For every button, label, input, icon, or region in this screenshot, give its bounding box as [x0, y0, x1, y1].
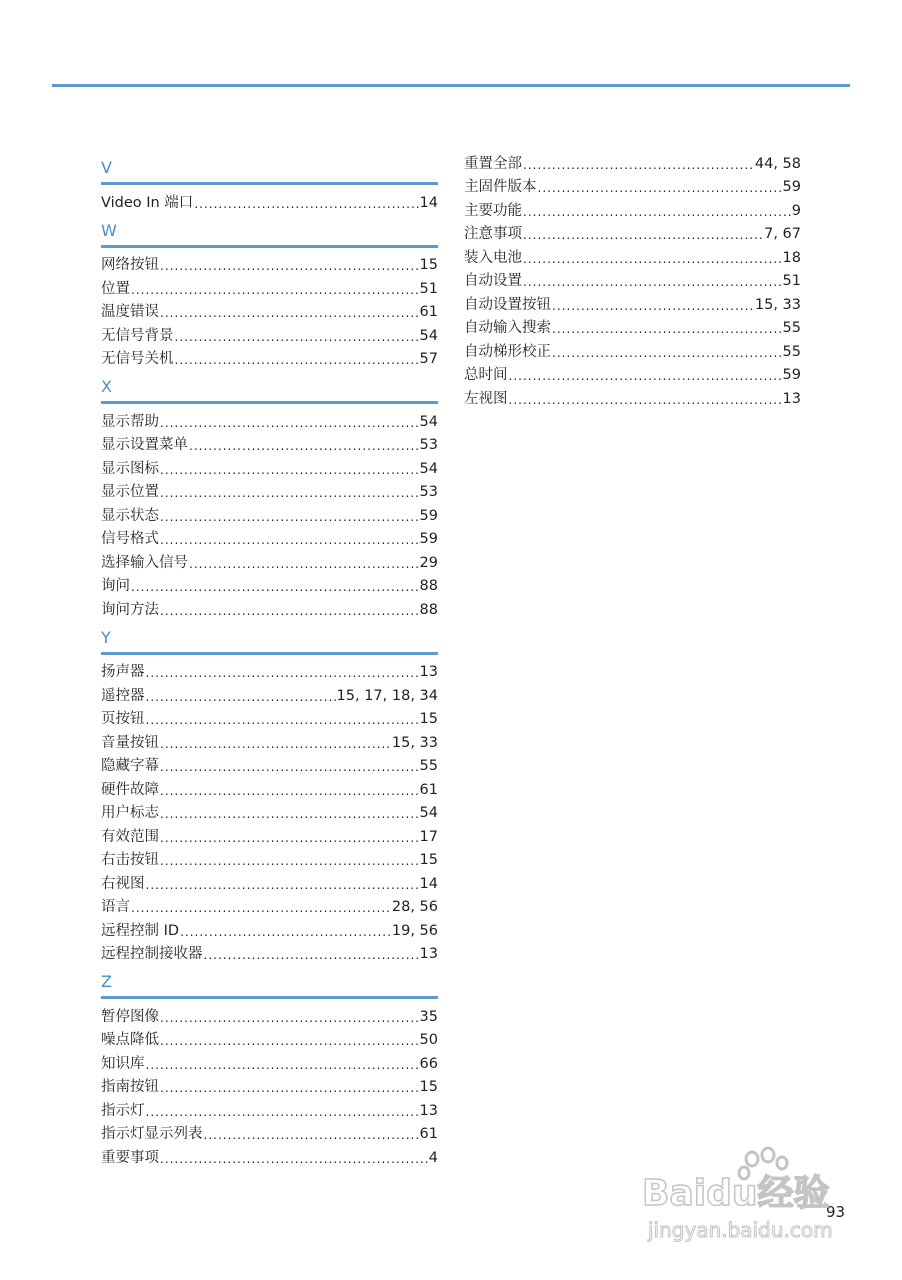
- index-page-ref: 51: [419, 280, 438, 297]
- index-entry: [101, 729, 438, 753]
- index-page-ref: 9: [791, 202, 801, 219]
- dot-leader: [523, 276, 782, 288]
- index-page-ref: 17: [419, 828, 438, 845]
- index-term: 重置全部: [464, 155, 522, 172]
- index-term: 知识库: [101, 1055, 145, 1072]
- index-term: 注意事项: [464, 226, 522, 242]
- dot-leader: [146, 1059, 419, 1071]
- index-entry: [464, 338, 801, 362]
- index-page-ref: 54: [419, 805, 438, 821]
- index-term: 右视图: [101, 875, 145, 892]
- dot-leader: [538, 182, 782, 194]
- index-page-ref: 55: [782, 343, 801, 360]
- index-entry: [101, 189, 438, 213]
- index-entry: [464, 315, 801, 339]
- dot-leader: [160, 417, 419, 429]
- index-entry: [101, 1074, 438, 1098]
- index-page-ref: 59: [419, 507, 438, 524]
- dot-leader: [523, 159, 754, 171]
- dot-leader: [160, 605, 419, 617]
- index-entry: [101, 706, 438, 730]
- index-entry: [464, 150, 801, 174]
- dot-leader: [160, 738, 391, 750]
- index-page-ref: 44, 58: [754, 155, 801, 172]
- index-entry: [101, 823, 438, 847]
- index-entry: [101, 894, 438, 918]
- index-page-ref: 13: [419, 1102, 438, 1119]
- index-page-ref: 15, 33: [391, 734, 438, 751]
- index-page-ref: 15: [419, 852, 438, 868]
- dot-leader: [146, 714, 419, 726]
- index-entry: [101, 753, 438, 777]
- index-page-ref: 53: [419, 484, 438, 500]
- index-term: 指示灯显示列表: [101, 1126, 203, 1142]
- index-term: 自动设置按钮: [464, 296, 551, 313]
- index-entry: [101, 322, 438, 346]
- index-entry: [101, 1144, 438, 1168]
- index-term: 自动设置: [464, 273, 522, 289]
- index-page-ref: 61: [419, 1126, 438, 1142]
- index-section: [101, 369, 438, 620]
- index-term: 自动输入搜索: [464, 320, 551, 336]
- index-entry: [101, 573, 438, 597]
- index-section: [101, 213, 438, 370]
- watermark-brand: Baidu经验: [642, 1173, 830, 1214]
- index-term: 噪点降低: [101, 1032, 159, 1048]
- index-page-ref: 51: [782, 273, 801, 289]
- dot-leader: [552, 300, 754, 312]
- index-entry: [101, 800, 438, 824]
- dot-leader: [160, 511, 419, 523]
- index-term: 显示图标: [101, 460, 159, 477]
- dot-leader: [509, 370, 782, 382]
- dot-leader: [160, 307, 419, 319]
- index-page-ref: 4: [428, 1149, 438, 1166]
- dot-leader: [160, 1153, 428, 1165]
- index-page-ref: 15, 33: [754, 296, 801, 313]
- section-letter: W: [101, 220, 117, 240]
- index-entry: [464, 268, 801, 292]
- index-term: 指南按钮: [101, 1079, 159, 1095]
- index-term: 隐藏字幕: [101, 758, 159, 774]
- index-term: 远程控制接收器: [101, 946, 203, 962]
- section-divider: [101, 996, 438, 999]
- index-entry: [464, 291, 801, 315]
- index-page-ref: 19, 56: [391, 922, 438, 939]
- index-term: 显示位置: [101, 484, 159, 500]
- index-entry: [101, 252, 438, 276]
- dot-leader: [160, 487, 419, 499]
- index-entry: [101, 682, 438, 706]
- dot-leader: [131, 902, 391, 914]
- index-entry: [101, 917, 438, 941]
- index-term: 显示状态: [101, 507, 159, 524]
- index-term: 显示设置菜单: [101, 437, 188, 453]
- index-entry: [101, 299, 438, 323]
- index-entry: [464, 221, 801, 245]
- index-entry: [464, 362, 801, 386]
- dot-leader: [175, 354, 419, 366]
- index-entry: [101, 408, 438, 432]
- index-page-ref: 59: [782, 179, 801, 195]
- index-page-ref: 15: [419, 711, 438, 727]
- index-page-ref: 7, 67: [764, 226, 801, 242]
- dot-leader: [189, 440, 419, 452]
- index-entry: [101, 1097, 438, 1121]
- baidu-watermark-logo: [640, 1145, 850, 1245]
- top-rule: [52, 84, 850, 87]
- dot-leader: [523, 206, 791, 218]
- dot-leader: [146, 667, 419, 679]
- dot-leader: [131, 284, 419, 296]
- index-term: 用户标志: [101, 805, 159, 821]
- dot-leader: [523, 229, 763, 241]
- index-term: 右击按钮: [101, 852, 159, 868]
- index-entry: [101, 847, 438, 871]
- section-divider: [101, 652, 438, 655]
- index-page-ref: 57: [419, 351, 438, 367]
- index-page-ref: 35: [419, 1008, 438, 1025]
- dot-leader: [189, 558, 419, 570]
- section-letter: Z: [101, 972, 112, 991]
- index-term: 硬件故障: [101, 781, 159, 798]
- index-page-ref: 14: [419, 875, 438, 892]
- index-entry: [101, 432, 438, 456]
- index-entry: [464, 197, 801, 221]
- index-term: 指示灯: [101, 1102, 145, 1119]
- index-entry: [101, 549, 438, 573]
- index-term: Video In 端口: [101, 194, 194, 211]
- index-entry: [464, 385, 801, 409]
- index-term: 信号格式: [101, 531, 159, 547]
- index-entry: [101, 1050, 438, 1074]
- dot-leader: [160, 260, 419, 272]
- dot-leader: [160, 855, 419, 867]
- index-term: 显示帮助: [101, 413, 159, 430]
- index-page-ref: 29: [419, 554, 438, 571]
- index-page-ref: 54: [419, 460, 438, 477]
- dot-leader: [160, 832, 419, 844]
- index-term: 主固件版本: [464, 179, 537, 195]
- index-term: 询问: [101, 578, 130, 594]
- section-letter: V: [101, 158, 112, 177]
- dot-leader: [146, 1106, 419, 1118]
- index-entry: [464, 244, 801, 268]
- index-term: 主要功能: [464, 202, 522, 219]
- index-page-ref: 28, 56: [391, 899, 438, 915]
- section-divider: [101, 182, 438, 185]
- index-entry: [101, 1027, 438, 1051]
- dot-leader: [523, 253, 782, 265]
- index-term: 选择输入信号: [101, 554, 188, 571]
- index-page-ref: 66: [419, 1055, 438, 1072]
- index-page-ref: 18: [782, 249, 801, 266]
- index-page-ref: 55: [782, 320, 801, 336]
- index-entry: [101, 596, 438, 620]
- dot-leader: [204, 1129, 419, 1141]
- dot-leader: [160, 808, 419, 820]
- index-section: [101, 150, 438, 213]
- index-entry: [101, 659, 438, 683]
- index-page-ref: 88: [419, 578, 438, 594]
- index-term: 音量按钮: [101, 734, 159, 751]
- index-page-ref: 54: [419, 413, 438, 430]
- index-column-right: [464, 150, 801, 409]
- index-term: 页按钮: [101, 711, 145, 727]
- index-term: 自动梯形校正: [464, 343, 551, 360]
- index-term: 网络按钮: [101, 257, 159, 273]
- index-page-ref: 15: [419, 257, 438, 273]
- index-entry: [464, 174, 801, 198]
- dot-leader: [509, 394, 782, 406]
- index-term: 无信号关机: [101, 351, 174, 367]
- dot-leader: [552, 347, 782, 359]
- dot-leader: [160, 1035, 419, 1047]
- index-entry: [101, 1121, 438, 1145]
- dot-leader: [175, 331, 419, 343]
- dot-leader: [160, 464, 419, 476]
- index-term: 装入电池: [464, 249, 522, 266]
- index-term: 重要事项: [101, 1149, 159, 1166]
- index-entry: [101, 941, 438, 965]
- index-term: 扬声器: [101, 664, 145, 680]
- index-entry: [101, 479, 438, 503]
- index-section: [101, 964, 438, 1168]
- section-letter: X: [101, 377, 112, 396]
- index-page-ref: 53: [419, 437, 438, 453]
- dot-leader: [160, 1082, 419, 1094]
- index-entry: [101, 502, 438, 526]
- index-entry: [101, 870, 438, 894]
- index-term: 询问方法: [101, 601, 159, 618]
- index-entry: [101, 526, 438, 550]
- index-page-ref: 61: [419, 781, 438, 798]
- dot-leader: [160, 785, 419, 797]
- index-page-ref: 13: [419, 946, 438, 962]
- dot-leader: [194, 198, 418, 210]
- index-section: [101, 620, 438, 965]
- index-term: 左视图: [464, 390, 508, 407]
- index-page-ref: 15, 17, 18, 34: [336, 687, 438, 704]
- index-entry: [101, 776, 438, 800]
- index-column-left: [101, 150, 438, 1168]
- index-term: 总时间: [464, 367, 508, 383]
- dot-leader: [160, 761, 419, 773]
- index-term: 语言: [101, 899, 130, 915]
- index-page-ref: 54: [419, 327, 438, 344]
- index-page-ref: 14: [419, 194, 438, 211]
- dot-leader: [131, 581, 419, 593]
- dot-leader: [204, 949, 419, 961]
- index-page-ref: 13: [782, 390, 801, 407]
- index-page-ref: 55: [419, 758, 438, 774]
- index-entry: [101, 275, 438, 299]
- dot-leader: [552, 323, 782, 335]
- watermark-url: jingyan.baidu.com: [648, 1218, 833, 1242]
- index-page-ref: 15: [419, 1079, 438, 1095]
- index-term: 无信号背景: [101, 327, 174, 344]
- index-entry: [101, 1003, 438, 1027]
- index-page-ref: 13: [419, 664, 438, 680]
- section-divider: [101, 245, 438, 248]
- page-number: 93: [826, 1203, 846, 1221]
- index-page-ref: 61: [419, 304, 438, 320]
- dot-leader: [160, 534, 419, 546]
- index-term: 有效范围: [101, 828, 159, 845]
- index-page-ref: 59: [782, 367, 801, 383]
- index-page-ref: 88: [419, 601, 438, 618]
- dot-leader: [160, 1012, 419, 1024]
- index-term: 暂停图像: [101, 1008, 159, 1025]
- index-term: 位置: [101, 280, 130, 297]
- index-entry: [101, 346, 438, 370]
- index-entry: [101, 455, 438, 479]
- dot-leader: [146, 691, 336, 703]
- dot-leader: [180, 926, 391, 938]
- index-page-ref: 59: [419, 531, 438, 547]
- section-divider: [101, 401, 438, 404]
- index-page-ref: 50: [419, 1032, 438, 1048]
- index-term: 遥控器: [101, 687, 145, 704]
- index-term: 远程控制 ID: [101, 922, 180, 939]
- index-term: 温度错误: [101, 304, 159, 320]
- dot-leader: [146, 879, 419, 891]
- section-letter: Y: [101, 627, 111, 647]
